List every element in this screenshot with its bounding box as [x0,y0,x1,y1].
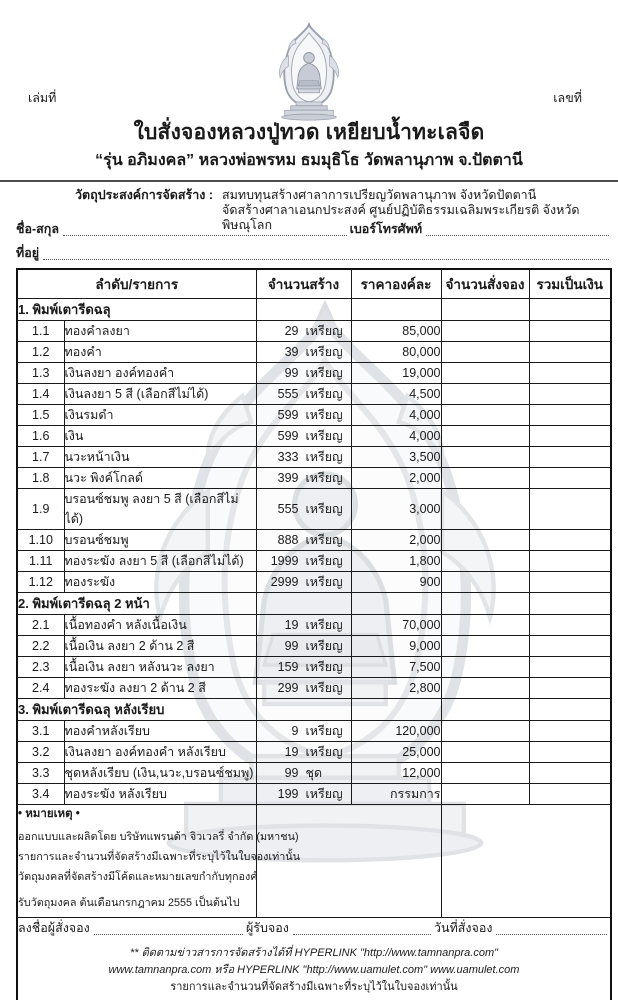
table-footer-rows [17,805,611,1000]
quantity-unit: เหรียญ [305,366,343,380]
section-empty-cell [351,699,441,721]
quantity-value: 399 [277,471,299,485]
quantity-value: 555 [277,502,299,516]
item-name: เงินลงยา องค์ทองคำ หลังเรียบ [64,742,256,763]
item-row [17,530,611,551]
item-row [17,678,611,699]
quantity-value: 555 [277,387,299,401]
item-quantity [256,657,351,678]
order-quantity-cell [441,447,529,468]
order-table [16,268,612,1000]
column-header-total-amount: รวมเป็นเงิน [529,269,611,299]
section-empty-cell [256,699,351,721]
section-empty-cell [441,699,529,721]
item-number: 1.3 [17,363,64,384]
order-date-blank [496,923,607,935]
order-quantity-cell [441,342,529,363]
quantity-value: 159 [277,660,299,674]
orderer-signature-label: ลงชื่อผู้สั่งจอง [18,921,90,935]
phone-field-label: เบอร์โทรศัพท์ [349,222,423,236]
name-phone-row [16,221,612,239]
quantity-value: 9 [291,724,299,738]
item-name: นวะหน้าเงิน [64,447,256,468]
section-title: 3. พิมพ์เตารีดฉลุ หลังเรียบ [17,699,256,721]
quantity-unit: เหรียญ [305,408,343,422]
quantity-unit: เหรียญ [305,345,343,359]
total-amount-cell [529,468,611,489]
item-row [17,447,611,468]
notes-right-cell [441,805,611,918]
page-subtitle: “รุ่น อภิมงคล” หลวงพ่อพรหม ธมมุธิโธ วัดพลานุภาพ จ.ปัตตานี [95,152,523,169]
notes-cell [17,805,301,918]
item-name: บรอนซ์ชมพู [64,530,256,551]
quantity-unit: เหรียญ [305,554,343,568]
quantity-value: 29 [284,324,299,338]
item-row [17,342,611,363]
item-number: 1.5 [17,405,64,426]
item-row [17,742,611,763]
signature-footer-cell [17,918,611,1000]
order-quantity-cell [441,384,529,405]
item-quantity [256,405,351,426]
quantity-unit: เหรียญ [305,724,343,738]
item-quantity [256,342,351,363]
quantity-unit: เหรียญ [305,450,343,464]
item-name: เงิน [64,426,256,447]
item-quantity [256,615,351,636]
item-row [17,763,611,784]
quantity-value: 199 [277,787,299,801]
column-header-order-quantity: จำนวนสั่งจอง [441,269,529,299]
total-amount-cell [529,321,611,342]
total-amount-cell [529,678,611,699]
item-quantity [256,784,351,805]
order-quantity-cell [441,363,529,384]
total-amount-cell [529,489,611,530]
notes-title: • หมายเหตุ • [18,808,80,820]
item-quantity [256,447,351,468]
page-title: ใบสั่งจองหลวงปู่ทวด เหยียบน้ำทะเลจืด [133,121,485,144]
address-field-blank [43,247,609,260]
item-number: 1.8 [17,468,64,489]
item-price: 2,000 [351,468,441,489]
note-line: วัตถุมงคลที่จัดสร้างมีโค้ดและหมายเลขกำกับทุกองค์ [18,871,258,883]
item-number: 1.12 [17,572,64,593]
item-row [17,657,611,678]
order-quantity-cell [441,615,529,636]
item-name: เนื้อเงิน ลงยา 2 ด้าน 2 สี [64,636,256,657]
item-number: 1.7 [17,447,64,468]
order-quantity-cell [441,784,529,805]
item-price: 70,000 [351,615,441,636]
item-number: 1.4 [17,384,64,405]
item-row [17,572,611,593]
order-quantity-cell [441,405,529,426]
section-title: 1. พิมพ์เตารีดฉลุ [17,299,256,321]
total-amount-cell [529,447,611,468]
section-empty-cell [351,299,441,321]
item-row [17,784,611,805]
item-name: ทองระฆัง ลงยา 5 สี (เลือกสีไม่ได้) [64,551,256,572]
quantity-unit: ชุด [305,766,323,780]
item-number: 1.2 [17,342,64,363]
item-price: 3,500 [351,447,441,468]
total-amount-cell [529,742,611,763]
order-quantity-cell [441,657,529,678]
quantity-unit: เหรียญ [305,787,343,801]
total-amount-cell [529,572,611,593]
section-empty-cell [441,593,529,615]
table-header-row [17,269,611,299]
phone-field-blank [426,223,609,236]
item-name: นวะ พิงค์โกลด์ [64,468,256,489]
section-title: 2. พิมพ์เตารีดฉลุ 2 หน้า [17,593,256,615]
note-line: รับวัตถุมงคล ต้นเดือนกรกฎาคม 2555 เป็นต้นไป [18,897,240,909]
item-quantity [256,572,351,593]
item-price: 85,000 [351,321,441,342]
item-number: 2.4 [17,678,64,699]
receiver-signature-blank [293,923,431,935]
document-number-label: เลขที่ [553,91,582,105]
purpose-line-1: สมทบทุนสร้างศาลาการเปรียญวัดพลานุภาพ จังหวัดปัตตานี [222,188,537,202]
order-quantity-cell [441,321,529,342]
section-header-row [17,593,611,615]
item-number: 1.10 [17,530,64,551]
item-name: ชุดหลังเรียบ (เงิน,นวะ,บรอนซ์ชมพู) [64,763,256,784]
item-quantity [256,384,351,405]
item-quantity [256,763,351,784]
item-name: เงินรมดำ [64,405,256,426]
section-empty-cell [529,593,611,615]
item-price: 4,000 [351,405,441,426]
total-amount-cell [529,530,611,551]
item-number: 2.1 [17,615,64,636]
item-number: 1.1 [17,321,64,342]
item-price: 2,800 [351,678,441,699]
total-amount-cell [529,405,611,426]
item-name: ทองคำ [64,342,256,363]
item-price: 2,000 [351,530,441,551]
quantity-unit: เหรียญ [305,324,343,338]
order-table-container [16,268,612,1000]
item-quantity [256,468,351,489]
section-empty-cell [441,299,529,321]
quantity-value: 599 [277,408,299,422]
name-field-blank [63,223,347,236]
item-row [17,468,611,489]
order-quantity-cell [441,721,529,742]
total-amount-cell [529,551,611,572]
item-number: 3.4 [17,784,64,805]
quantity-unit: เหรียญ [305,502,343,516]
item-number: 1.9 [17,489,64,530]
item-price: 9,000 [351,636,441,657]
order-quantity-cell [441,551,529,572]
quantity-unit: เหรียญ [305,429,343,443]
item-quantity [256,742,351,763]
item-name: ทองคำลงยา [64,321,256,342]
item-row [17,405,611,426]
item-row [17,636,611,657]
total-amount-cell [529,363,611,384]
section-empty-cell [529,699,611,721]
item-number: 3.2 [17,742,64,763]
quantity-value: 1999 [270,554,299,568]
footer-news-line: ** ติดตามข่าวสารการจัดสร้างได้ที่ HYPERLINK "http://www.tamnanpra.com" [129,947,499,959]
quantity-value: 19 [284,618,299,632]
total-amount-cell [529,657,611,678]
signature-footer-row [17,918,611,1000]
item-price: 25,000 [351,742,441,763]
total-amount-cell [529,384,611,405]
quantity-value: 19 [284,745,299,759]
quantity-value: 99 [284,766,299,780]
quantity-unit: เหรียญ [305,639,343,653]
item-price: 900 [351,572,441,593]
quantity-unit: เหรียญ [305,387,343,401]
item-price: 4,000 [351,426,441,447]
item-quantity [256,530,351,551]
footer-websites-line: www.tamnanpra.com หรือ HYPERLINK "http://www.uamulet.com" www.uamulet.com [108,964,520,976]
item-row [17,426,611,447]
quantity-unit: เหรียญ [305,745,343,759]
quantity-unit: เหรียญ [305,618,343,632]
item-number: 1.6 [17,426,64,447]
item-quantity [256,551,351,572]
item-price: 120,000 [351,721,441,742]
item-number: 3.1 [17,721,64,742]
item-price: 4,500 [351,384,441,405]
footer-disclaimer-line: รายการและจำนวนที่จัดสร้างมีเฉพาะที่ระบุไว้ในใบจองเท่านั้น [170,981,458,993]
item-number: 2.3 [17,657,64,678]
item-price: 80,000 [351,342,441,363]
quantity-unit: เหรียญ [305,533,343,547]
total-amount-cell [529,721,611,742]
purpose-label: วัตถุประสงค์การจัดสร้าง : [75,188,214,202]
amulet-logo-icon [271,22,347,126]
total-amount-cell [529,784,611,805]
receiver-signature-label: ผู้รับจอง [245,921,289,935]
item-quantity [256,321,351,342]
total-amount-cell [529,636,611,657]
quantity-unit: เหรียญ [305,660,343,674]
column-header-quantity-made: จำนวนสร้าง [256,269,351,299]
quantity-value: 599 [277,429,299,443]
item-row [17,551,611,572]
item-number: 2.2 [17,636,64,657]
item-quantity [256,678,351,699]
item-row [17,615,611,636]
item-quantity [256,636,351,657]
column-header-price-each: ราคาองค์ละ [351,269,441,299]
note-line: ออกแบบและผลิตโดย บริษัทแพรนด้า จิวเวลรี่ จำกัด (มหาชน) [18,831,299,843]
item-row [17,384,611,405]
total-amount-cell [529,342,611,363]
quantity-value: 2999 [270,575,299,589]
item-name: ทองระฆัง [64,572,256,593]
order-quantity-cell [441,489,529,530]
order-quantity-cell [441,636,529,657]
order-quantity-cell [441,678,529,699]
quantity-value: 99 [284,366,299,380]
item-price: กรรมการ [351,784,441,805]
order-quantity-cell [441,742,529,763]
section-header-row [17,699,611,721]
item-row [17,721,611,742]
total-amount-cell [529,763,611,784]
item-name: เนื้อทองคำ หลังเนื้อเงิน [64,615,256,636]
quantity-unit: เหรียญ [305,681,343,695]
section-empty-cell [256,593,351,615]
notes-row [17,805,611,918]
address-row [16,245,612,263]
item-name: ทองคำหลังเรียบ [64,721,256,742]
item-price: 7,500 [351,657,441,678]
item-name: ทองระฆัง หลังเรียบ [64,784,256,805]
address-field-label: ที่อยู่ [16,246,40,260]
item-name: เงินลงยา 5 สี (เลือกสีไม่ได้) [64,384,256,405]
quantity-value: 888 [277,533,299,547]
item-name: ทองระฆัง ลงยา 2 ด้าน 2 สี [64,678,256,699]
item-quantity [256,489,351,530]
item-quantity [256,426,351,447]
quantity-value: 39 [284,345,299,359]
section-empty-cell [529,299,611,321]
order-quantity-cell [441,763,529,784]
volume-number-label: เล่มที่ [28,91,57,105]
section-empty-cell [351,593,441,615]
section-empty-cell [256,299,351,321]
quantity-value: 99 [284,639,299,653]
orderer-signature-blank [94,923,243,935]
item-row [17,321,611,342]
order-quantity-cell [441,426,529,447]
item-price: 12,000 [351,763,441,784]
note-line: รายการและจำนวนที่จัดสร้างมีเฉพาะที่ระบุไว้ในใบจองเท่านั้น [18,851,301,863]
item-name: เงินลงยา องค์ทองคำ [64,363,256,384]
order-date-label: วันที่สั่งจอง [434,921,493,935]
quantity-unit: เหรียญ [305,575,343,589]
order-quantity-cell [441,572,529,593]
item-row [17,489,611,530]
purpose-line-2: จัดสร้างศาลาเอนกประสงค์ ศูนย์ปฏิบัติธรรมเฉลิมพระเกียรติ จังหวัดพิษณุโลก [222,203,580,232]
order-quantity-cell [441,468,529,489]
item-quantity [256,721,351,742]
order-table-body [17,299,611,805]
name-field-label: ชื่อ-สกุล [16,222,60,236]
total-amount-cell [529,426,611,447]
item-name: เนื้อเงิน ลงยา หลังนวะ ลงยา [64,657,256,678]
item-number: 1.11 [17,551,64,572]
quantity-value: 299 [277,681,299,695]
total-amount-cell [529,615,611,636]
item-name: บรอนซ์ชมพู ลงยา 5 สี (เลือกสีไม่ได้) [64,489,256,530]
header-divider [0,180,618,182]
section-header-row [17,299,611,321]
signature-row [18,918,610,938]
quantity-value: 333 [277,450,299,464]
item-row [17,363,611,384]
item-quantity [256,363,351,384]
item-price: 1,800 [351,551,441,572]
item-price: 19,000 [351,363,441,384]
item-price: 3,000 [351,489,441,530]
column-header-item: ลำดับ/รายการ [17,269,256,299]
item-number: 3.3 [17,763,64,784]
quantity-unit: เหรียญ [305,471,343,485]
order-quantity-cell [441,530,529,551]
